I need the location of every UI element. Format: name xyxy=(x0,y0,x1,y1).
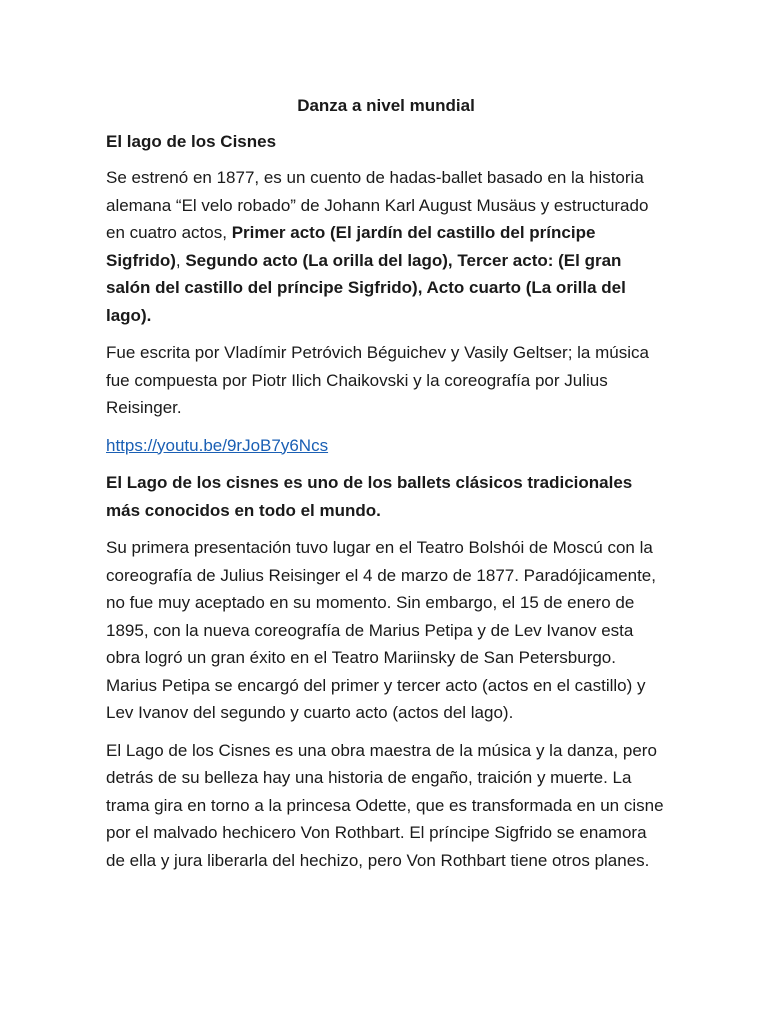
youtube-link[interactable]: https://youtu.be/9rJoB7y6Ncs xyxy=(106,435,329,455)
act-one-text: Primer acto (El jardín del castillo del príncipe Sigfrido) xyxy=(106,223,596,270)
paragraph-plot: El Lago de los Cisnes es una obra maestra de la música y la danza, pero detrás de su belleza hay una historia de engaño, traición y muerte. La trama gira en torno a la princesa Odette, que es transformada en un cisne por el malvado hechicero Von Rothbart. El príncipe Sigfrido se enamora de ella y jura liberarla del hechizo, pero Von Rothbart tiene otros planes. xyxy=(106,740,664,870)
paragraph-authors: Fue escrita por Vladímir Petróvich Béguichev y Vasily Geltser; la música fue compuesta por Piotr Ilich Chaikovski y la coreografía por Julius Reisinger. xyxy=(106,343,649,417)
paragraph-history: Su primera presentación tuvo lugar en el Teatro Bolshói de Moscú con la coreografía de Julius Reisinger el 4 de marzo de 1877. Paradójicamente, no fue muy aceptado en su momento. Sin embargo, el 15 de enero de 1895, con la nueva coreografía de Marius Petipa y de Lev Ivanov esta obra logró un gran éxito en el Teatro Mariinsky de San Petersburgo. Marius Petipa se encargó del primer y tercer acto (actos en el castillo) y Lev Ivanov del segundo y cuarto acto (actos del lago). xyxy=(106,538,656,722)
document-title: Danza a nivel mundial xyxy=(297,96,475,115)
other-acts-text: Segundo acto (La orilla del lago), Tercer acto: (El gran salón del castillo del príncipe Sigfrido), Acto cuarto (La orilla del lago). xyxy=(106,250,626,325)
link-paragraph xyxy=(106,432,666,460)
paragraph-premiere-intro: Se estrenó en 1877, es un cuento de hadas-ballet basado en la historia alemana “El velo robado” de Johann Karl August Musäus y estructurado en cuatro actos, xyxy=(106,168,649,242)
bold-statement: El Lago de los cisnes es uno de los ballets clásicos tradicionales más conocidos en todo el mundo. xyxy=(106,473,633,520)
act-separator: , xyxy=(175,250,186,270)
paragraph-premiere xyxy=(106,164,666,329)
document-page xyxy=(106,92,666,884)
section-heading: El lago de los Cisnes xyxy=(106,132,277,151)
